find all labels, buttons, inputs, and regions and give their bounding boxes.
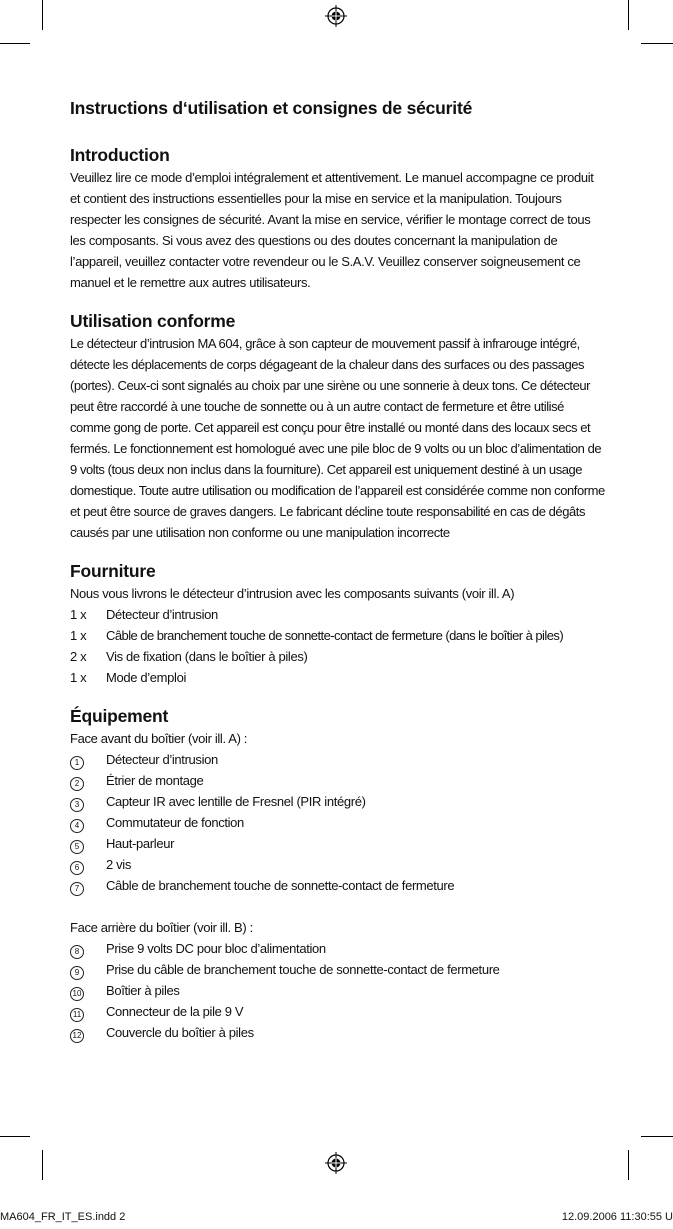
registration-mark-icon (325, 1152, 347, 1174)
item-number: 2 (70, 777, 84, 791)
crop-mark (0, 43, 30, 44)
list-item (70, 749, 605, 770)
item-label: 2 vis (106, 857, 131, 872)
document-body (70, 98, 605, 1061)
supply-section (70, 561, 605, 688)
list-item (70, 938, 605, 959)
item-number: 9 (70, 966, 84, 980)
list-item (70, 604, 605, 625)
introduction-text: Veuillez lire ce mode d’emploi intégralement et attentivement. Le manuel accompagne ce produit et contient des instructions essentielles pour la mise en service et la manipulation. Toujours respecter les consignes de sécurité. Avant la mise en service, vérifier le montage correct de tous les composants. Si vous avez des questions ou des doutes concernant la manipulation de l’appareil, veuillez contacter votre revendeur ou le S.A.V. Veuillez conserver soigneusement ce manuel et le remettre aux autres utilisateurs. (70, 170, 594, 290)
item-label: Prise 9 volts DC pour bloc d’alimentation (106, 941, 326, 956)
item-number: 6 (70, 861, 84, 875)
list-item (70, 980, 605, 1001)
item-number: 1 (70, 756, 84, 770)
list-item (70, 625, 605, 646)
footer-file: MA604_FR_IT_ES.indd 2 (0, 1211, 126, 1223)
item-number: 3 (70, 798, 84, 812)
back-intro: Face arrière du boîtier (voir ill. B) : (70, 920, 253, 935)
crop-mark (641, 43, 673, 44)
crop-mark (628, 0, 629, 30)
list-item (70, 854, 605, 875)
introduction-section (70, 145, 605, 293)
equipment-section (70, 706, 605, 1043)
item-number: 4 (70, 819, 84, 833)
item-label: Détecteur d’intrusion (106, 752, 218, 767)
item-quantity: 2 x (70, 649, 87, 664)
item-label: Commutateur de fonction (106, 815, 244, 830)
registration-mark-icon (325, 5, 347, 27)
item-number: 12 (70, 1029, 84, 1043)
crop-mark (628, 1150, 629, 1180)
item-label: Couvercle du boîtier à piles (106, 1025, 254, 1040)
supply-heading: Fourniture (70, 561, 156, 581)
item-quantity: 1 x (70, 607, 87, 622)
list-item (70, 875, 605, 896)
item-quantity: 1 x (70, 628, 87, 643)
list-item (70, 667, 605, 688)
equipment-heading: Équipement (70, 706, 169, 726)
item-number: 5 (70, 840, 84, 854)
item-label: Câble de branchement touche de sonnette-contact de fermeture (dans le boîtier à piles) (106, 628, 564, 643)
crop-mark (42, 1150, 43, 1180)
item-number: 11 (70, 1008, 84, 1022)
item-label: Prise du câble de branchement touche de sonnette-contact de fermeture (106, 962, 500, 977)
usage-heading: Utilisation conforme (70, 311, 236, 331)
item-label: Connecteur de la pile 9 V (106, 1004, 244, 1019)
item-label: Détecteur d’intrusion (106, 607, 218, 622)
list-item (70, 1022, 605, 1043)
front-items-list (70, 749, 605, 896)
usage-section (70, 311, 605, 543)
supply-intro: Nous vous livrons le détecteur d’intrusion avec les composants suivants (voir ill. A) (70, 586, 515, 601)
crop-mark (42, 0, 43, 30)
supply-list (70, 604, 605, 688)
item-number: 8 (70, 945, 84, 959)
introduction-heading: Introduction (70, 145, 170, 165)
item-label: Vis de fixation (dans le boîtier à piles) (106, 649, 308, 664)
back-items-list (70, 938, 605, 1043)
list-item (70, 791, 605, 812)
footer-date: 12.09.2006 11:30:55 U (561, 1211, 673, 1223)
list-item (70, 1001, 605, 1022)
item-label: Boîtier à piles (106, 983, 180, 998)
list-item (70, 770, 605, 791)
list-item (70, 959, 605, 980)
item-label: Haut-parleur (106, 836, 175, 851)
item-quantity: 1 x (70, 670, 87, 685)
item-label: Étrier de montage (106, 773, 204, 788)
crop-mark (641, 1136, 673, 1137)
item-number: 7 (70, 882, 84, 896)
crop-mark (0, 1136, 30, 1137)
front-intro: Face avant du boîtier (voir ill. A) : (70, 731, 248, 746)
item-number: 10 (70, 987, 84, 1001)
item-label: Câble de branchement touche de sonnette-contact de fermeture (106, 878, 455, 893)
usage-text: Le détecteur d’intrusion MA 604, grâce à son capteur de mouvement passif à infrarouge intégré, détecte les déplacements de corps dégageant de la chaleur dans des surfaces ou des passages (portes). Ceux-ci sont signalés au choix par une sirène ou une sonnerie à deux tons. Ce détecteur peut être raccordé à une touche de sonnette ou à un autre contact de fermeture et être utilisé comme gong de porte. Cet appareil est conçu pour être installé ou monté dans des locaux secs et fermés. Le fonctionnement est homologué avec une pile bloc de 9 volts ou un bloc d’alimentation de 9 volts (tous deux non inclus dans la fourniture). Cet appareil est uniquement destiné à un usage domestique. Toute autre utilisation ou modification de l’appareil est considérée comme non conforme et peut être source de graves dangers. Le fabricant décline toute responsabilité en cas de dégâts causés par une utilisation non conforme ou une manipulation incorrecte (70, 336, 605, 540)
item-label: Mode d’emploi (106, 670, 186, 685)
item-label: Capteur IR avec lentille de Fresnel (PIR intégré) (106, 794, 366, 809)
list-item (70, 646, 605, 667)
list-item (70, 833, 605, 854)
page-title: Instructions d‘utilisation et consignes de sécurité (70, 98, 473, 118)
list-item (70, 812, 605, 833)
